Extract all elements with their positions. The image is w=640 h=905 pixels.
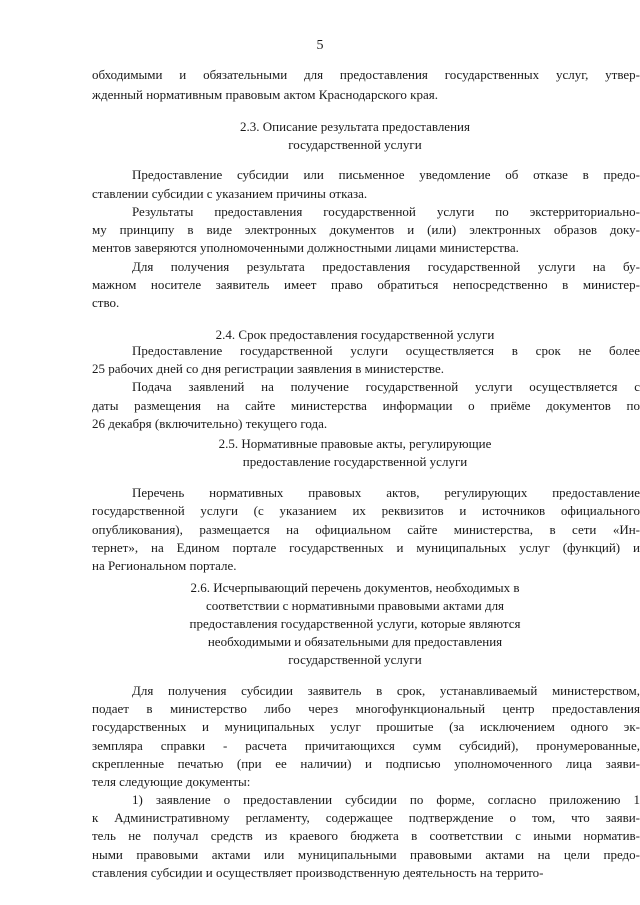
paragraph-line: му принципу в виде электронных документов и (или) электронных образов доку-: [92, 222, 640, 237]
paragraph-line: даты размещения на сайте министерства информации о приёме документов по: [92, 398, 640, 413]
paragraph-line: тель не получал средств из краевого бюджета в соответствии с иными норматив-: [92, 828, 640, 843]
paragraph-line: государственных и муниципальных услуг прошитые (за исключением одного эк-: [92, 719, 640, 734]
paragraph-line: ставления субсидии и осуществляет производственную деятельность на террито-: [92, 865, 544, 880]
paragraph-line: Для получения результата предоставления государственной услуги на бу-: [132, 259, 640, 274]
paragraph-line: тернет», на Едином портале государственных и муниципальных услуг (функций) и: [92, 540, 640, 555]
section-heading-line: 2.3. Описание результата предоставления: [240, 119, 470, 134]
section-heading-line: государственной услуги: [288, 652, 422, 667]
section-heading-line: 2.4. Срок предоставления государственной услуги: [215, 327, 495, 342]
paragraph-line: Предоставление государственной услуги осуществляется в срок не более: [132, 343, 640, 358]
page-number: 5: [316, 38, 324, 53]
paragraph-line: опубликования), размещается на официальном сайте министерства, в сети «Ин-: [92, 522, 640, 537]
paragraph-line: 1) заявление о предоставлении субсидии по форме, согласно приложению 1: [132, 792, 640, 807]
paragraph-line: подает в министерство либо через многофункциональный центр предоставления: [92, 701, 640, 716]
paragraph-line: обходимыми и обязательными для предоставления государственных услуг, утвер-: [92, 67, 640, 82]
paragraph-line: земпляра справки - расчета причитающихся сумм субсидий), пронумерованные,: [92, 738, 640, 753]
paragraph-line: ставлении субсидии с указанием причины отказа.: [92, 186, 368, 201]
section-heading-line: предоставления государственной услуги, которые являются: [189, 616, 521, 631]
section-heading-line: 2.6. Исчерпывающий перечень документов, необходимых в: [190, 580, 520, 595]
paragraph-line: Подача заявлений на получение государственной услуги осуществляется с: [132, 379, 640, 394]
section-heading-line: соответствии с нормативными правовыми актами для: [205, 598, 505, 613]
paragraph-line: к Административному регламенту, содержащее подтверждение о том, что заяви-: [92, 810, 640, 825]
section-heading-line: государственной услуги: [288, 137, 422, 152]
section-heading-line: предоставление государственной услуги: [242, 454, 468, 469]
paragraph-line: ство.: [92, 295, 120, 310]
paragraph-line: жденный нормативным правовым актом Краснодарского края.: [92, 87, 438, 102]
paragraph-line: 25 рабочих дней со дня регистрации заявления в министерстве.: [92, 361, 444, 376]
paragraph-line: теля следующие документы:: [92, 774, 251, 789]
paragraph-line: государственной услуги (с указанием их реквизитов и источников официального: [92, 503, 640, 518]
paragraph-line: мажном носителе заявитель имеет право обратиться непосредственно в министер-: [92, 277, 640, 292]
paragraph-line: Результаты предоставления государственной услуги по экстерриториально-: [132, 204, 640, 219]
paragraph-line: ментов заверяются уполномоченными должностными лицами министерства.: [92, 240, 519, 255]
paragraph-line: Предоставление субсидии или письменное уведомление об отказе в предо-: [132, 167, 640, 182]
paragraph-line: 26 декабря (включительно) текущего года.: [92, 416, 328, 431]
paragraph-line: скрепленные печатью (при ее наличии) и подписью уполномоченного лица заяви-: [92, 756, 640, 771]
paragraph-line: Для получения субсидии заявитель в срок, устанавливаемый министерством,: [132, 683, 640, 698]
paragraph-line: Перечень нормативных правовых актов, регулирующих предоставление: [132, 485, 640, 500]
section-heading-line: необходимыми и обязательными для предоставления: [207, 634, 503, 649]
paragraph-line: на Региональном портале.: [92, 558, 237, 573]
paragraph-line: ными правовыми актами или муниципальными правовыми актами на цели предо-: [92, 847, 640, 862]
section-heading-line: 2.5. Нормативные правовые акты, регулирующие: [218, 436, 492, 451]
